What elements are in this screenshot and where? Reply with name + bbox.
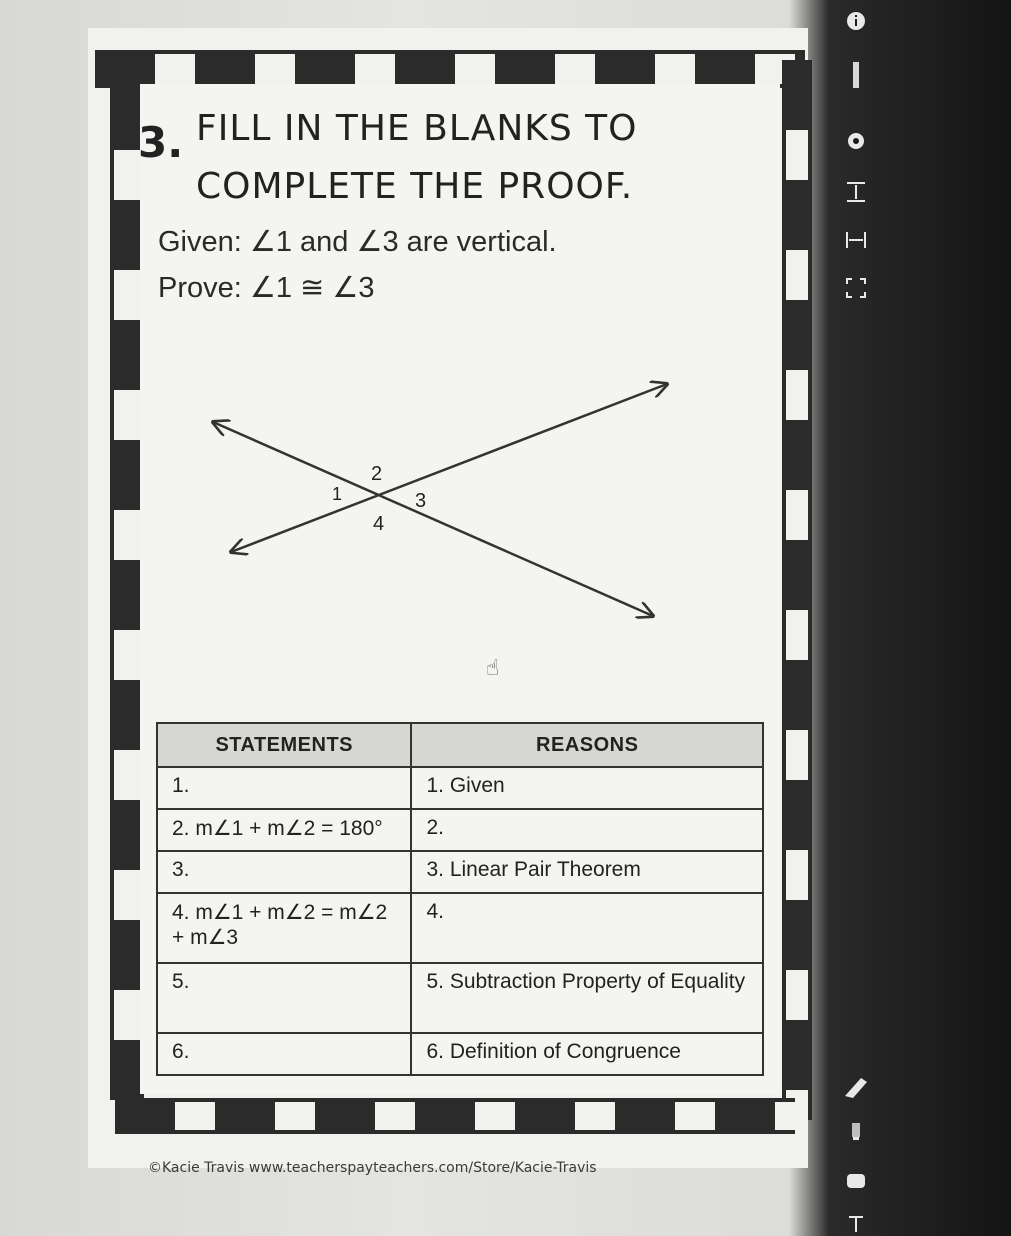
table-row <box>157 851 763 893</box>
reason-cell[interactable]: 4. <box>411 893 763 963</box>
angle-label-4: 4 <box>373 513 385 535</box>
table-row <box>157 767 763 809</box>
fit-width-icon[interactable] <box>838 228 874 252</box>
angle-label-3: 3 <box>415 490 427 512</box>
decorative-border-bottom <box>115 1098 795 1134</box>
statement-cell[interactable]: 1. <box>157 767 411 809</box>
question-title: FILL IN THE BLANKS TO COMPLETE THE PROOF. <box>196 108 638 207</box>
reason-cell[interactable]: 2. <box>411 809 763 851</box>
text-tool-icon[interactable] <box>838 60 874 90</box>
reason-cell: 1. Given <box>411 767 763 809</box>
record-icon[interactable] <box>838 130 874 152</box>
decorative-border-left <box>110 80 144 1100</box>
vertical-angles-figure <box>195 370 685 630</box>
reasons-header: REASONS <box>411 723 763 767</box>
info-icon[interactable] <box>838 10 874 32</box>
statement-cell: 4. m∠1 + m∠2 = m∠2 + m∠3 <box>157 893 411 963</box>
highlighter-icon[interactable] <box>838 1120 874 1142</box>
statement-cell[interactable]: 3. <box>157 851 411 893</box>
reason-cell: 5. Subtraction Property of Equality <box>411 963 763 1033</box>
reason-cell: 6. Definition of Congruence <box>411 1033 763 1075</box>
table-row <box>157 893 763 963</box>
table-row <box>157 1033 763 1075</box>
statement-cell[interactable]: 6. <box>157 1033 411 1075</box>
footer-credit: ©Kacie Travis www.teacherspayteachers.com/Store/Kacie-Travis <box>148 1160 597 1176</box>
statement-cell[interactable]: 5. <box>157 963 411 1033</box>
angle-label-2: 2 <box>371 463 383 485</box>
statements-header: STATEMENTS <box>157 723 411 767</box>
question-number: 3. <box>138 118 184 167</box>
fullscreen-icon[interactable] <box>838 276 874 300</box>
decorative-border-top <box>95 50 805 88</box>
fit-height-icon[interactable] <box>838 180 874 204</box>
decorative-border-right <box>782 60 812 1120</box>
prove-statement: Prove: ∠1 ≅ ∠3 <box>158 272 375 304</box>
table-row <box>157 963 763 1033</box>
table-row <box>157 809 763 851</box>
text-cursor-icon[interactable] <box>838 1214 874 1234</box>
eraser-icon[interactable] <box>838 1170 874 1192</box>
pen-icon[interactable] <box>838 1074 874 1100</box>
statement-cell: 2. m∠1 + m∠2 = 180° <box>157 809 411 851</box>
proof-table <box>156 722 764 1076</box>
angle-label-1: 1 <box>332 484 343 504</box>
hand-cursor-icon: ☝ <box>486 656 500 681</box>
given-statement: Given: ∠1 and ∠3 are vertical. <box>158 226 557 258</box>
reason-cell: 3. Linear Pair Theorem <box>411 851 763 893</box>
line-a <box>213 422 653 616</box>
